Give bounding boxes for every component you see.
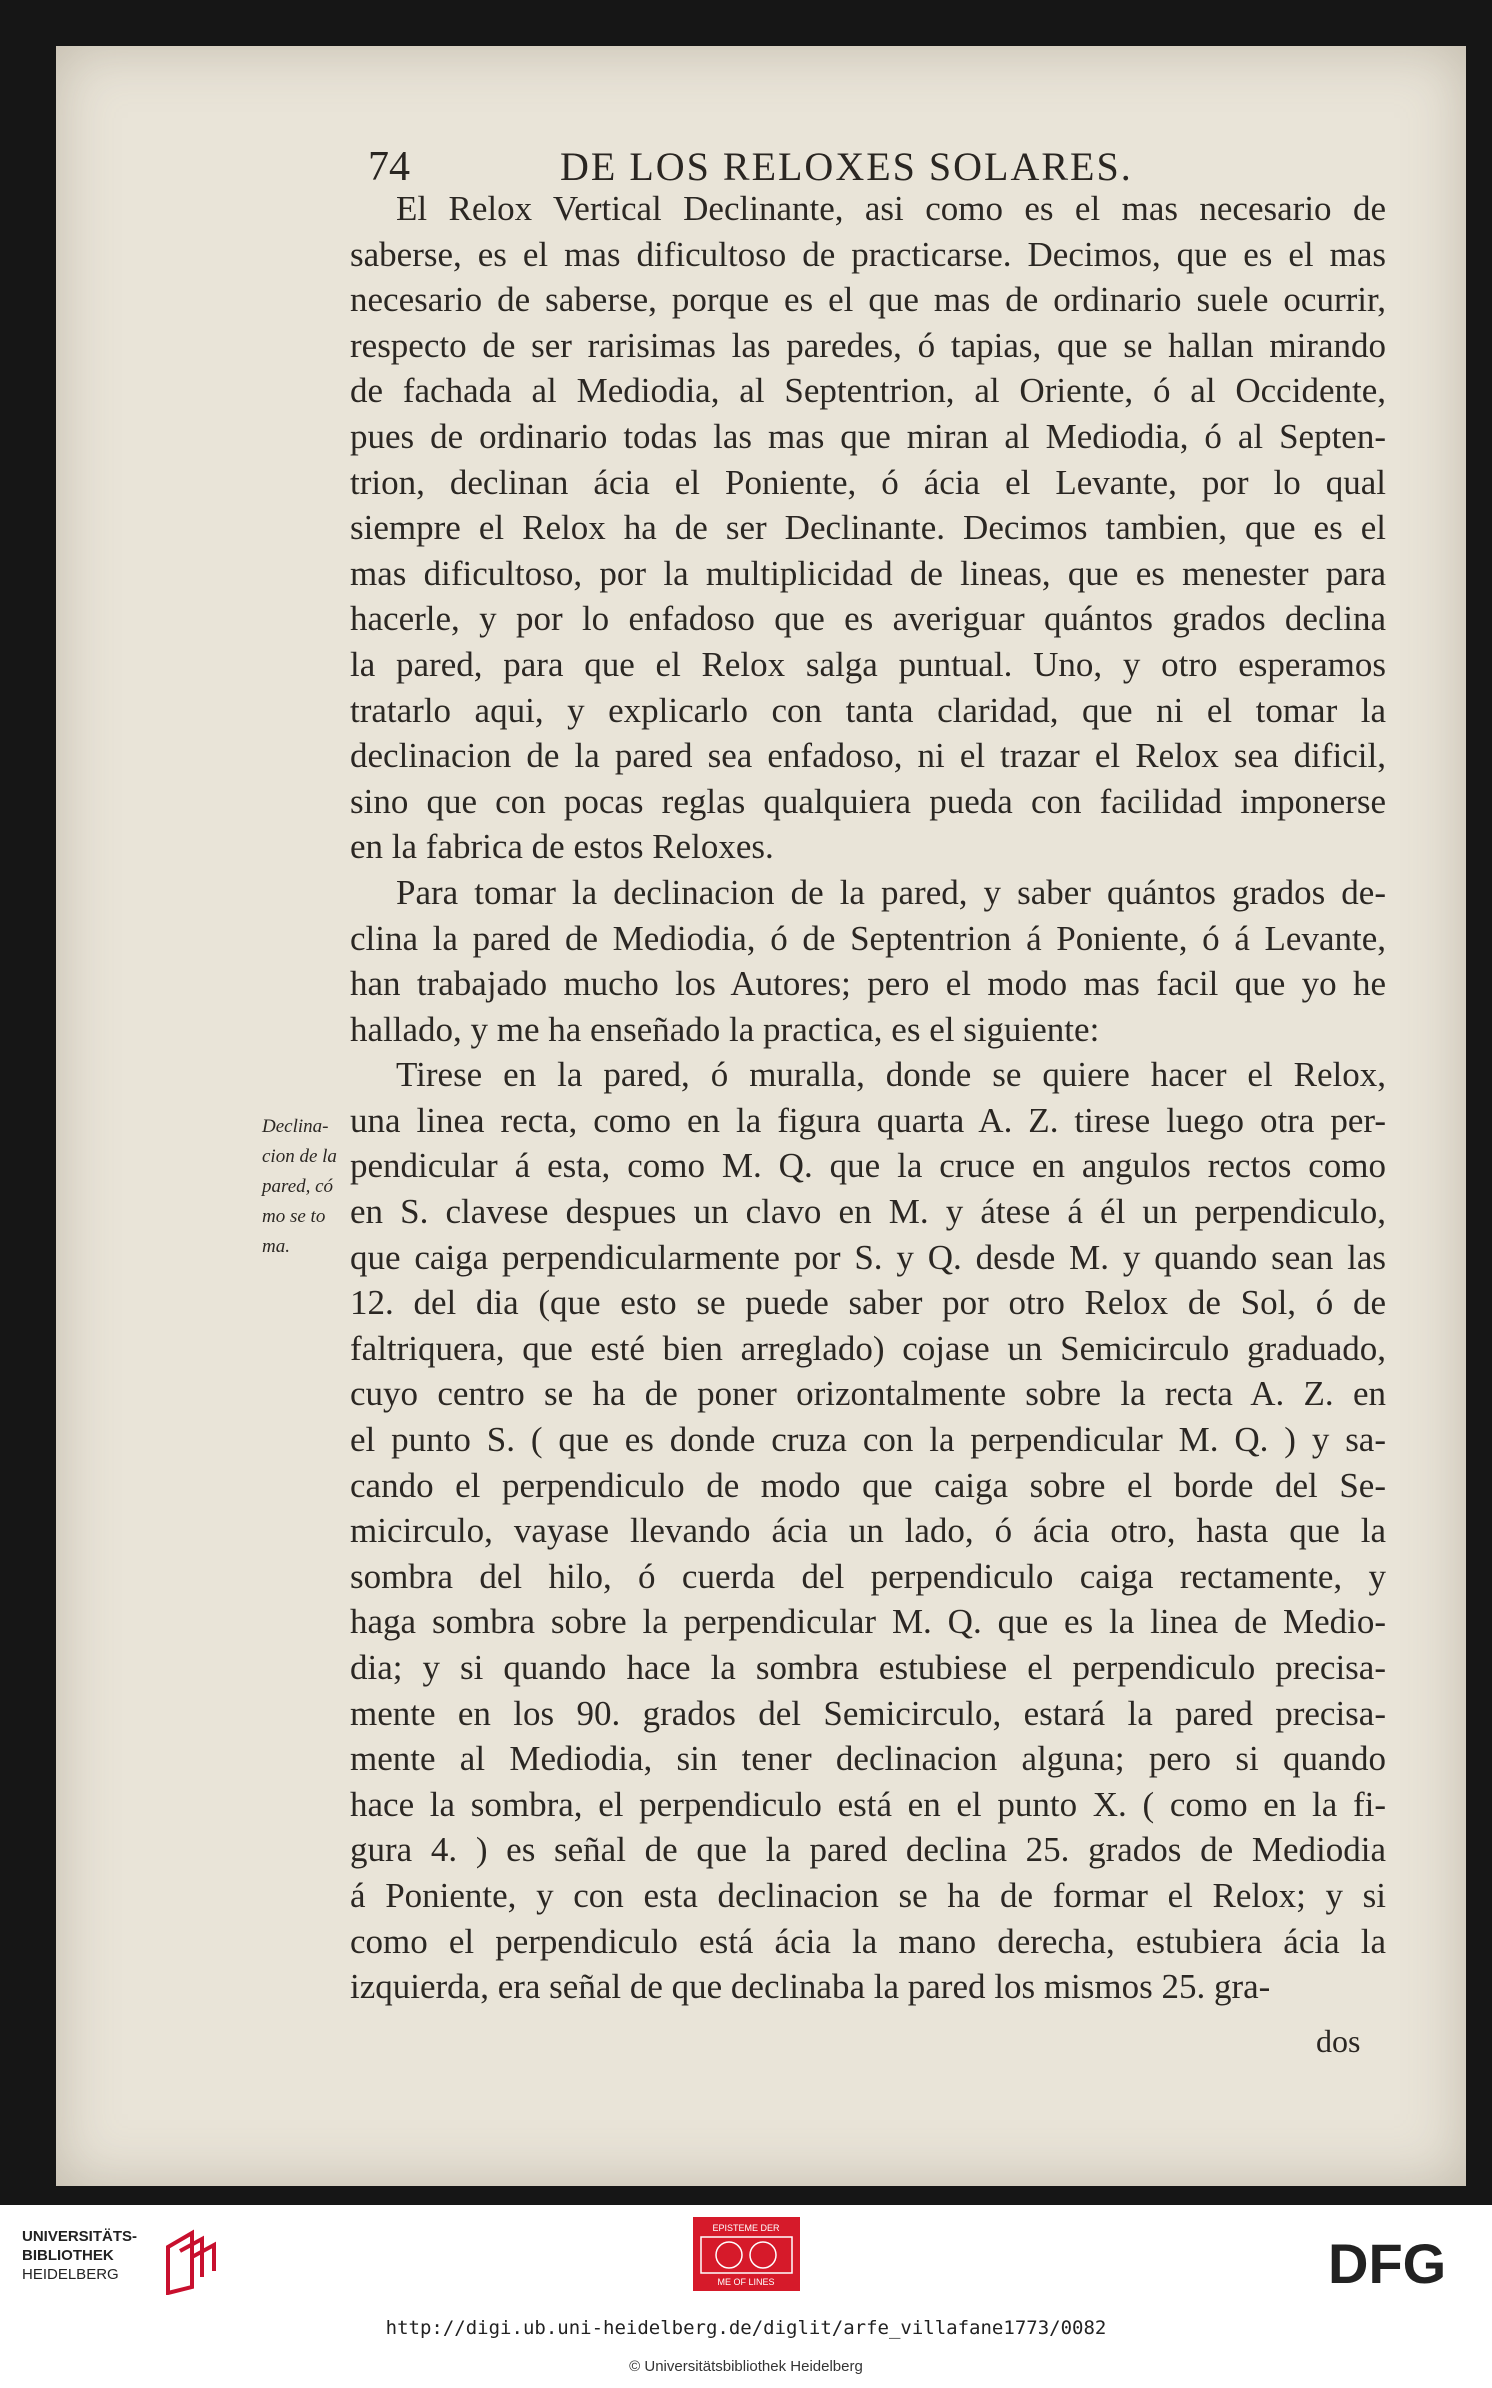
epistemes-emblem-icon	[693, 2217, 800, 2291]
text-line: hacerle, y por lo enfadoso que es averiguar quántos grados declina	[350, 599, 1386, 639]
text-line: sombra del hilo, ó cuerda del perpendiculo caiga rectamente, y	[350, 1556, 1386, 1596]
svg-text:DFG: DFG	[1328, 2237, 1447, 2289]
text-line: 12. del dia (que esto se puede saber por otro Relox de Sol, ó de	[350, 1283, 1386, 1323]
text-line: han trabajado mucho los Autores; pero el modo mas facil que yo he	[350, 964, 1386, 1004]
text-line: pendicular á esta, como M. Q. que la cruce en angulos rectos como	[350, 1146, 1386, 1186]
text-line: como el perpendiculo está ácia la mano derecha, estubiera ácia la	[350, 1921, 1386, 1961]
text-line: Tirese en la pared, ó muralla, donde se quiere hacer el Relox,	[396, 1055, 1386, 1095]
text-line: haga sombra sobre la perpendicular M. Q. que es la linea de Medio-	[350, 1602, 1386, 1642]
text-line: respecto de ser rarisimas las paredes, ó tapias, que se hallan mirando	[350, 325, 1386, 365]
text-line: una linea recta, como en la figura quarta A. Z. tirese luego otra per-	[350, 1100, 1386, 1140]
text-line: cuyo centro se ha de poner orizontalmente sobre la recta A. Z. en	[350, 1374, 1386, 1414]
text-line: tratarlo aqui, y explicarlo con tanta claridad, que ni el tomar la	[350, 690, 1386, 730]
text-line: la pared, para que el Relox salga puntual. Uno, y otro esperamos	[350, 644, 1386, 684]
university-library-name: UNIVERSITÄTS- BIBLIOTHEK HEIDELBERG	[22, 2228, 138, 2283]
margin-note-line: ma.	[262, 1236, 290, 1257]
text-line: mente al Mediodia, sin tener declinacion alguna; pero si quando	[350, 1739, 1386, 1779]
epistemes-logo[interactable]	[693, 2217, 800, 2291]
margin-note-line: pared, có	[262, 1176, 334, 1197]
text-line: mente en los 90. grados del Semicirculo, estará la pared precisa-	[350, 1693, 1386, 1733]
body-text	[350, 186, 1386, 2010]
text-line: izquierda, era señal de que declinaba la pared los mismos 25. gra-	[350, 1967, 1271, 2007]
text-line: á Poniente, y con esta declinacion se ha de formar el Relox; y si	[350, 1875, 1386, 1915]
text-line: mas dificultoso, por la multiplicidad de lineas, que es menester para	[350, 553, 1386, 593]
text-line: siempre el Relox ha de ser Declinante. Decimos tambien, que es el	[350, 508, 1386, 548]
text-line: clina la pared de Mediodia, ó de Septentrion á Poniente, ó á Levante,	[350, 918, 1386, 958]
text-line: faltriquera, que esté bien arreglado) cojase un Semicirculo graduado,	[350, 1328, 1386, 1368]
text-line: necesario de saberse, porque es el que mas de ordinario suele ocurrir,	[350, 280, 1386, 320]
page-number: 74	[368, 144, 410, 190]
copyright-notice: © Universitätsbibliothek Heidelberg	[629, 2358, 863, 2375]
text-line: en la fabrica de estos Reloxes.	[350, 827, 774, 867]
university-library-logo[interactable]	[22, 2227, 222, 2299]
svg-text:EPISTEME DER: EPISTEME DER	[712, 2223, 780, 2233]
text-line: de fachada al Mediodia, al Septentrion, al Oriente, ó al Occidente,	[350, 371, 1386, 411]
text-line: gura 4. ) es señal de que la pared declina 25. grados de Mediodia	[350, 1830, 1386, 1870]
margin-note-line: mo se to	[262, 1206, 326, 1227]
text-line: declinacion de la pared sea enfadoso, ni el trazar el Relox sea dificil,	[350, 736, 1386, 776]
viewer-footer	[0, 2205, 1492, 2388]
text-line: hallado, y me ha enseñado la practica, es el siguiente:	[350, 1009, 1100, 1049]
text-line: cando el perpendiculo de modo que caiga sobre el borde del Se-	[350, 1465, 1386, 1505]
running-title: DE LOS RELOXES SOLARES.	[560, 144, 1133, 189]
text-line: pues de ordinario todas las mas que miran al Mediodia, ó al Septen-	[350, 416, 1386, 456]
text-line: el punto S. ( que es donde cruza con la perpendicular M. Q. ) y sa-	[350, 1420, 1386, 1460]
document-url[interactable]: http://digi.ub.uni-heidelberg.de/diglit/arfe_villafane1773/0082	[385, 2317, 1107, 2339]
text-line: trion, declinan ácia el Poniente, ó ácia el Levante, por lo qual	[350, 462, 1386, 502]
text-line: dia; y si quando hace la sombra estubiese el perpendiculo precisa-	[350, 1648, 1386, 1687]
text-line: saberse, es el mas dificultoso de practicarse. Decimos, que es el mas	[350, 234, 1386, 274]
margin-note	[262, 1112, 362, 1262]
page-header	[340, 95, 1420, 190]
library-emblem-icon	[162, 2227, 226, 2295]
svg-text:ME OF LINES: ME OF LINES	[717, 2277, 775, 2287]
catchword: dos	[1316, 2023, 1361, 2059]
dfg-logo[interactable]	[1328, 2237, 1468, 2289]
text-line: Para tomar la declinacion de la pared, y saber quántos grados de-	[396, 872, 1386, 912]
margin-note-line: Declina-	[262, 1116, 329, 1137]
text-line: micirculo, vayase llevando ácia un lado, ó ácia otro, hasta que la	[350, 1511, 1386, 1551]
text-line: El Relox Vertical Declinante, asi como es el mas necesario de	[396, 189, 1386, 228]
text-line: hace la sombra, el perpendiculo está en el punto X. ( como en la fi-	[350, 1784, 1386, 1824]
text-line: en S. clavese despues un clavo en M. y átese á él un perpendiculo,	[350, 1192, 1386, 1232]
margin-note-line: cion de la	[262, 1146, 337, 1167]
text-line: que caiga perpendicularmente por S. y Q. desde M. y quando sean las	[350, 1237, 1386, 1277]
text-line: sino que con pocas reglas qualquiera pueda con facilidad imponerse	[350, 781, 1386, 821]
